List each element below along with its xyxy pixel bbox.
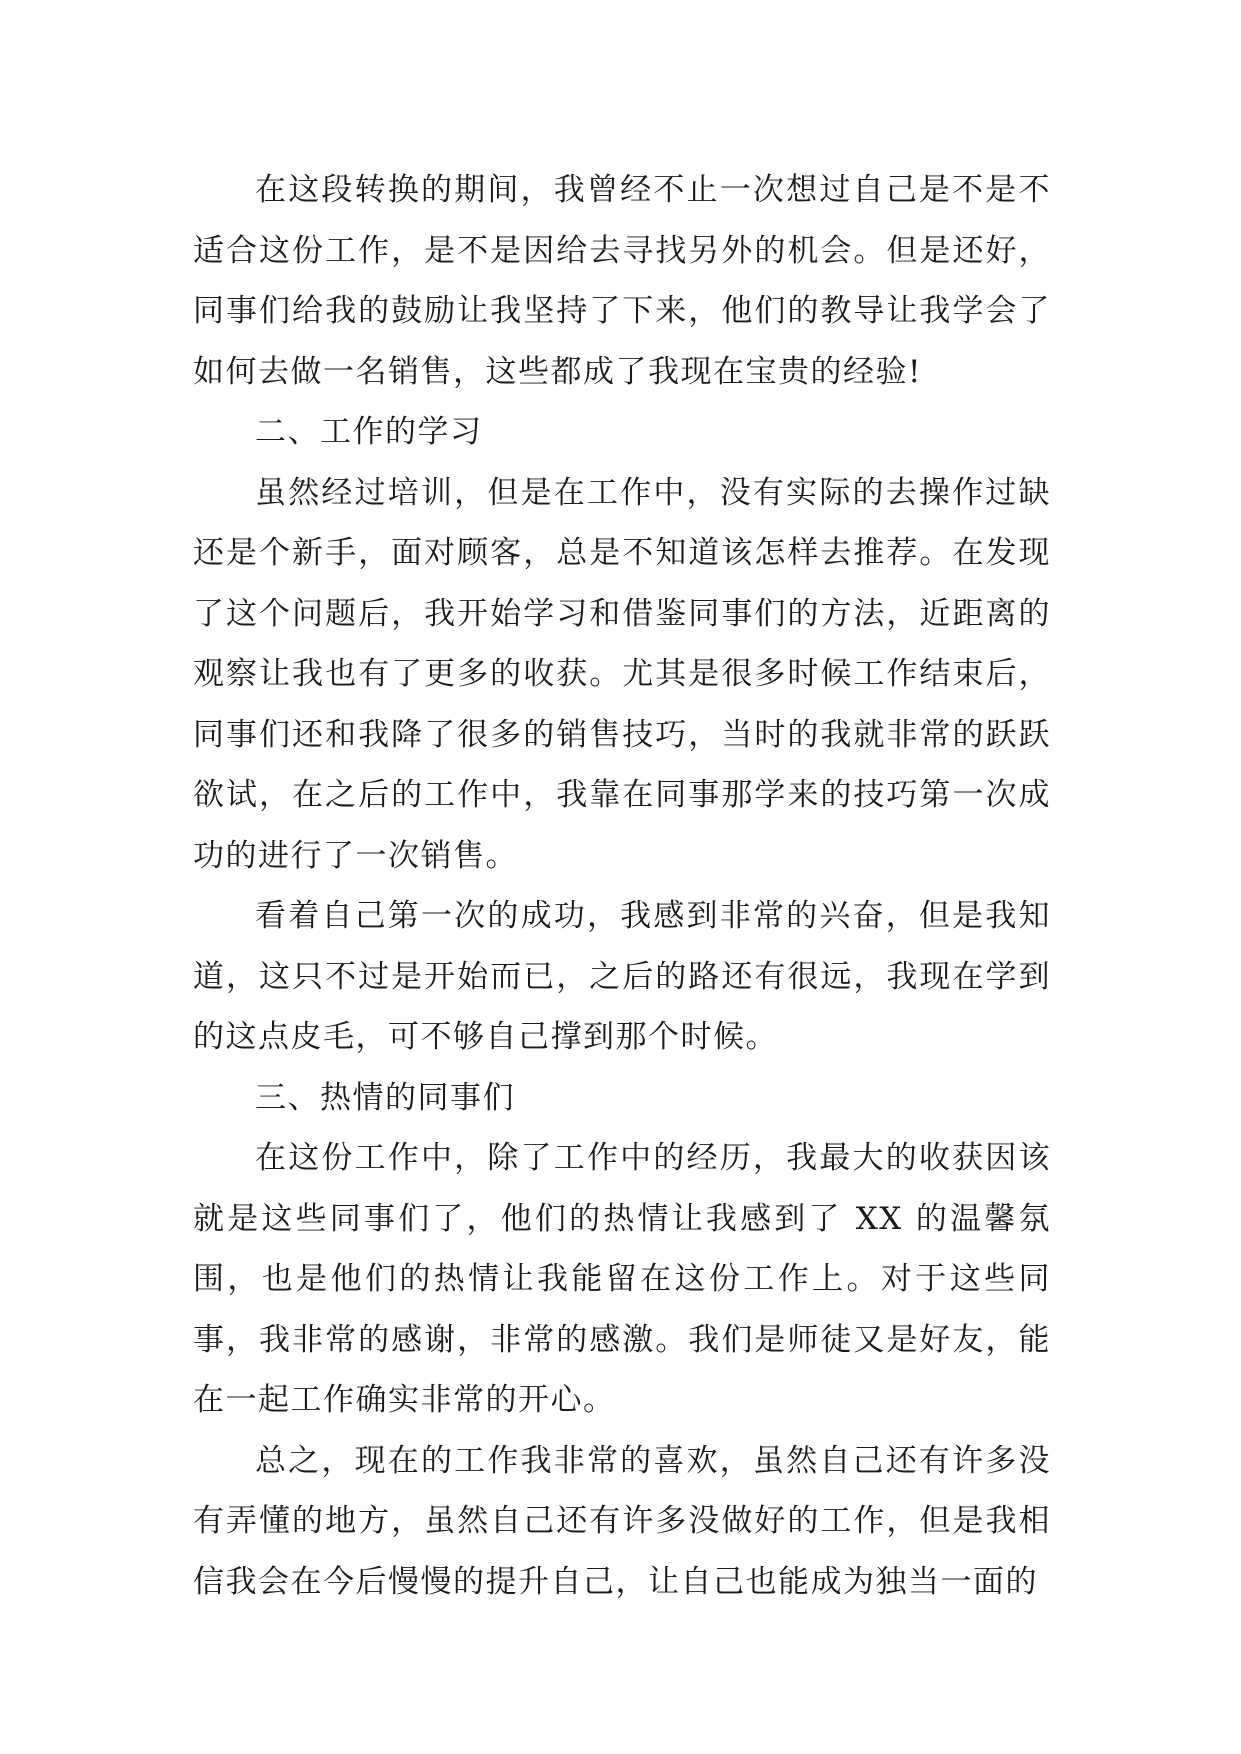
paragraph-first-success: 看着自己第一次的成功，我感到非常的兴奋，但是我知道，这只不过是开始而已，之后的路还有很远，我现在学到的这点皮毛，可不够自己撑到那个时候。: [193, 898, 1051, 1055]
paragraph-transition: 在这段转换的期间，我曾经不止一次想过自己是不是不适合这份工作，是不是因给去寻找另外的机会。但是还好，同事们给我的鼓励让我坚持了下来，他们的教导让我学会了如何去做一名销售，这些都成了我现在宝贵的经验!: [193, 172, 1051, 390]
section-heading-work-learning: 二、工作的学习: [255, 414, 483, 450]
section-heading-colleagues: 三、热情的同事们: [255, 1079, 515, 1116]
paragraph-learning: 虽然经过培训，但是在工作中，没有实际的去操作过缺还是个新手，面对顾客，总是不知道该怎样去推荐。在发现了这个问题后，我开始学习和借鉴同事们的方法，近距离的观察让我也有了更多的收获。尤其是很多时候工作结束后，同事们还和我降了很多的销售技巧，当时的我就非常的跃跃欲试，在之后的工作中，我靠在同事那学来的技巧第一次成功的进行了一次销售。: [193, 474, 1051, 874]
paragraph-conclusion: 总之，现在的工作我非常的喜欢，虽然自己还有许多没有弄懂的地方，虽然自己还有许多没做好的工作，但是我相信我会在今后慢慢的提升自己，让自己也能成为独当一面的: [193, 1442, 1051, 1600]
paragraph-colleagues: 在这份工作中，除了工作中的经历，我最大的收获因该就是这些同事们了，他们的热情让我感到了 XX 的温馨氛围，也是他们的热情让我能留在这份工作上。对于这些同事，我非常的感谢，非常的感激。我们是师徒又是好友，能在一起工作确实非常的开心。: [193, 1140, 1051, 1418]
document-body: [193, 160, 1051, 1612]
